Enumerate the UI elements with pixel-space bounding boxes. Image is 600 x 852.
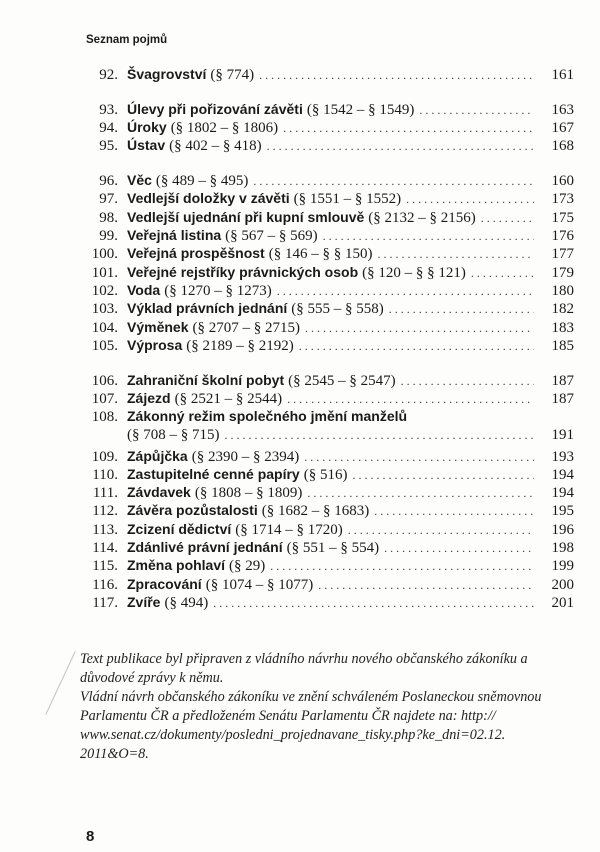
entry-number: 109. (91, 448, 118, 465)
index-entry (66, 172, 574, 190)
index-entry (66, 300, 574, 318)
index-entry (66, 594, 574, 612)
entry-number: 95. (99, 138, 118, 155)
entry-number: 103. (91, 301, 118, 318)
entry-term: Zákonný režim společného jmění manželů (127, 408, 408, 425)
entry-reference: (§ 1542 – § 1549) (306, 101, 415, 118)
dot-leader (374, 504, 534, 519)
entry-reference: (§ 2707 – § 2715) (192, 319, 300, 336)
entry-reference: (§ 1551 – § 1552) (293, 191, 402, 208)
dot-leader (377, 247, 534, 262)
entry-page: 198 (551, 540, 574, 557)
dot-leader (481, 211, 534, 226)
entry-number: 102. (91, 282, 118, 299)
entry-term: Úroky (127, 119, 167, 136)
entry-reference: (§ 1074 – § 1077) (205, 576, 314, 593)
entry-reference: (§ 494) (164, 594, 209, 611)
index-entry (66, 66, 574, 84)
entry-term: Voda (127, 281, 161, 298)
running-header: Seznam pojmů (86, 34, 168, 46)
entry-reference: (§ 516) (303, 466, 348, 483)
index-entry (66, 137, 574, 155)
entry-number: 115. (92, 558, 118, 575)
entry-term: Zpracování (127, 575, 202, 592)
dot-leader (287, 392, 534, 407)
entry-reference: (§ 120 – § § 121) (362, 264, 466, 281)
entry-term: Švagrovství (127, 66, 207, 82)
dot-leader (348, 523, 534, 538)
entry-page: 176 (551, 228, 574, 245)
entry-page: 161 (551, 67, 574, 83)
entry-term: Výprosa (127, 336, 183, 353)
entry-term: Závdavek (127, 484, 191, 501)
entry-number: 98. (99, 209, 118, 226)
page-number: 8 (86, 828, 95, 845)
entry-number: 104. (91, 319, 118, 336)
entry-term: Změna pohlaví (127, 557, 226, 574)
entry-number: 97. (99, 191, 118, 208)
index-entry (66, 408, 574, 426)
entry-reference: (§ 1802 – § 1806) (170, 120, 279, 137)
index-entry (66, 539, 574, 557)
entry-reference: (§ 2132 – § 2156) (368, 209, 476, 226)
term-group (66, 66, 574, 84)
dot-leader (283, 121, 534, 136)
entry-term: Veřejné rejstříky právnických osob (127, 263, 359, 280)
entry-number: 94. (99, 120, 118, 137)
index-entry (66, 227, 574, 245)
entry-term: Zdánlivé právní jednání (127, 539, 283, 556)
term-group (66, 101, 574, 156)
entry-term: Závěra pozůstalosti (127, 502, 258, 519)
entry-reference: (§ 2390 – § 2394) (191, 448, 300, 465)
entry-page: 163 (551, 101, 574, 118)
dot-leader (471, 266, 534, 281)
entry-number: 112. (92, 503, 118, 520)
entry-page: 160 (551, 173, 574, 190)
entry-number: 99. (99, 228, 118, 245)
dot-leader (389, 302, 534, 317)
index-entry (66, 557, 574, 575)
entry-reference: (§ 1270 – § 1273) (164, 282, 272, 299)
dot-leader (419, 103, 534, 118)
term-group (66, 172, 574, 355)
entry-reference: (§ 2521 – § 2544) (174, 390, 283, 407)
entry-term: Úlevy při pořizování závěti (127, 100, 303, 117)
entry-number: 110. (92, 466, 118, 483)
entry-number: 92. (99, 67, 118, 83)
dot-leader (259, 68, 534, 83)
entry-number: 101. (91, 264, 118, 281)
entry-number: 116. (92, 576, 118, 593)
dot-leader (318, 578, 534, 593)
entry-term: Zvíře (127, 593, 161, 610)
dot-leader (305, 321, 534, 336)
entry-number: 111. (92, 485, 118, 502)
entry-page: 180 (551, 282, 574, 299)
entry-reference: (§ 567 – § 569) (225, 228, 318, 245)
entry-page: 199 (551, 558, 574, 575)
dot-leader (323, 229, 534, 244)
term-group (66, 372, 574, 613)
dot-leader (299, 339, 534, 354)
dot-leader (253, 174, 534, 189)
entry-number: 96. (99, 173, 118, 190)
entry-number: 106. (91, 372, 118, 389)
entry-page: 167 (551, 120, 574, 137)
index-entry (66, 319, 574, 337)
index-entry (66, 245, 574, 263)
index-entry (66, 372, 574, 390)
entry-reference: (§ 1682 – § 1683) (261, 503, 370, 520)
index-entry (66, 484, 574, 502)
entry-number: 114. (92, 540, 118, 557)
entry-page: 175 (551, 209, 574, 226)
entry-page: 196 (551, 521, 574, 538)
note-paragraph: Text publikace byl připraven z vládního návrhu nového občanského zákoníku a důvodové zprávy k němu. (80, 651, 528, 686)
index-entry (66, 101, 574, 119)
entry-page: 195 (551, 503, 574, 520)
dot-leader (213, 596, 534, 611)
entry-term: Zápůjčka (127, 447, 188, 464)
index-entry (66, 264, 574, 282)
entry-page: 201 (551, 594, 574, 611)
entry-page: 187 (551, 390, 574, 407)
index-entry (66, 466, 574, 484)
entry-term: Zastupitelné cenné papíry (127, 465, 300, 482)
entry-term: Veřejná listina (127, 227, 222, 244)
dot-leader (225, 428, 535, 443)
entry-reference: (§ 1714 – § 1720) (235, 521, 343, 538)
entry-page: 193 (551, 448, 574, 465)
entry-page: 187 (551, 372, 574, 389)
dot-leader (384, 541, 534, 556)
entry-term: Vedlejší ujednání při kupní smlouvě (127, 208, 365, 225)
entry-term: Zcizení dědictví (127, 520, 232, 537)
entry-number: 113. (92, 521, 118, 538)
pen-mark (45, 651, 75, 715)
entry-reference: (§ 555 – § 558) (291, 301, 384, 318)
entry-number: 117. (92, 594, 118, 611)
entry-term: Ústav (127, 137, 166, 154)
entry-number: 100. (91, 246, 118, 263)
entry-page: 182 (551, 301, 574, 318)
entry-page: 185 (551, 337, 574, 354)
note-paragraph: Vládní návrh občanského zákoníku ve znění schváleném Poslaneckou sněmovnou Parlamentu ČR a předloženém Senátu Parlamentu ČR najdete na: http:// www.senat.cz/dokumenty/posledni_projednavane_tisky.php?ke_dni=02.12. 2011&O=8. (80, 689, 542, 762)
entry-term: Veřejná prospěšnost (127, 245, 265, 262)
dot-leader (270, 559, 534, 574)
entry-number: 108. (91, 409, 118, 426)
dot-leader (352, 468, 534, 483)
entry-page: 173 (551, 191, 574, 208)
entry-page: 194 (551, 466, 574, 483)
dot-leader (406, 192, 534, 207)
dot-leader (304, 450, 534, 465)
index-entry (66, 502, 574, 520)
index-entry (66, 337, 574, 355)
index-entry (66, 521, 574, 539)
dot-leader (307, 486, 534, 501)
index-entry (66, 119, 574, 137)
entry-reference: (§ 1808 – § 1809) (194, 485, 303, 502)
dot-leader (277, 284, 534, 299)
index-entry (66, 282, 574, 300)
entry-term: Vedlejší doložky v závěti (127, 190, 290, 207)
entry-page: 177 (551, 246, 574, 263)
entry-term: Věc (127, 172, 152, 189)
entry-number: 107. (91, 390, 118, 407)
entry-reference: (§ 2189 – § 2192) (186, 337, 294, 354)
term-index (66, 66, 574, 629)
index-entry (66, 576, 574, 594)
entry-page: 183 (551, 319, 574, 336)
entry-term: Výklad právních jednání (127, 300, 288, 317)
entry-reference: (§ 2545 – § 2547) (288, 372, 396, 389)
entry-term: Výměnek (127, 318, 189, 335)
entry-reference: (§ 489 – § 495) (155, 173, 249, 190)
entry-page: 179 (551, 264, 574, 281)
entry-reference: (§ 551 – § 554) (286, 540, 380, 557)
entry-reference: (§ 708 – § 715) (127, 426, 220, 443)
index-entry (66, 190, 574, 208)
entry-page: 168 (551, 138, 574, 155)
index-entry (66, 448, 574, 466)
entry-page: 191 (551, 426, 574, 443)
entry-number: 93. (99, 101, 118, 118)
entry-reference: (§ 402 – § 418) (169, 138, 262, 155)
entry-term: Zájezd (127, 389, 171, 406)
dot-leader (267, 139, 534, 154)
publication-note (80, 650, 570, 764)
entry-reference: (§ 774) (210, 67, 255, 83)
index-entry (66, 209, 574, 227)
index-entry-continuation (66, 427, 574, 448)
entry-number: 105. (91, 337, 118, 354)
index-entry (66, 390, 574, 408)
entry-page: 200 (551, 576, 574, 593)
entry-reference: (§ 29) (229, 558, 266, 575)
entry-page: 194 (551, 485, 574, 502)
dot-leader (401, 374, 534, 389)
entry-term: Zahraniční školní pobyt (127, 371, 285, 388)
entry-reference: (§ 146 – § § 150) (268, 246, 373, 263)
